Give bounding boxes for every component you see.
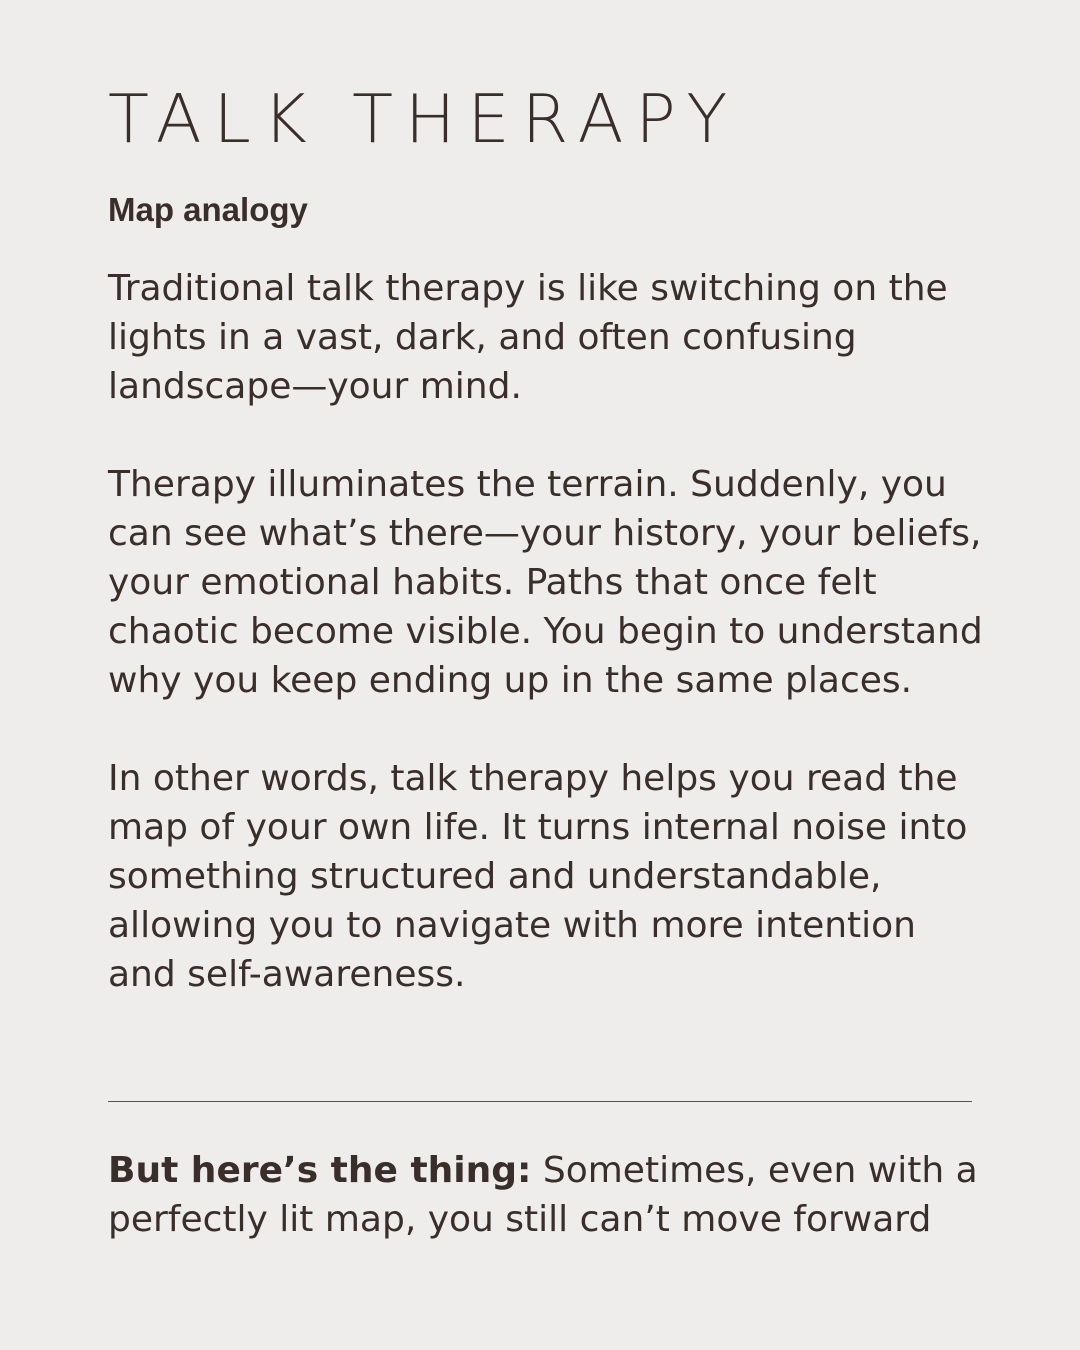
page-subtitle: Map analogy — [108, 191, 308, 228]
paragraph-map: In other words, talk therapy helps you read the map of your own life. It turns internal noise into something structured and understandable, allowing you to navigate with more intention and self-awareness. — [108, 758, 968, 995]
section-divider — [108, 1101, 972, 1102]
body-text — [108, 264, 988, 1048]
closing-lead: But here’s the thing: — [108, 1150, 532, 1191]
closing-text: Sometimes, even with a perfectly lit map, you still can’t move forward — [108, 1150, 978, 1240]
page-title: TALK THERAPY — [108, 80, 740, 158]
paragraph-intro: Traditional talk therapy is like switching on the lights in a vast, dark, and often confusing landscape—your mind. — [108, 268, 948, 407]
paragraph-terrain: Therapy illuminates the terrain. Suddenly, you can see what’s there—your history, your beliefs, your emotional habits. Paths that once felt chaotic become visible. You begin to understand why you keep ending up in the same places. — [108, 464, 983, 701]
closing-statement — [108, 1146, 988, 1244]
